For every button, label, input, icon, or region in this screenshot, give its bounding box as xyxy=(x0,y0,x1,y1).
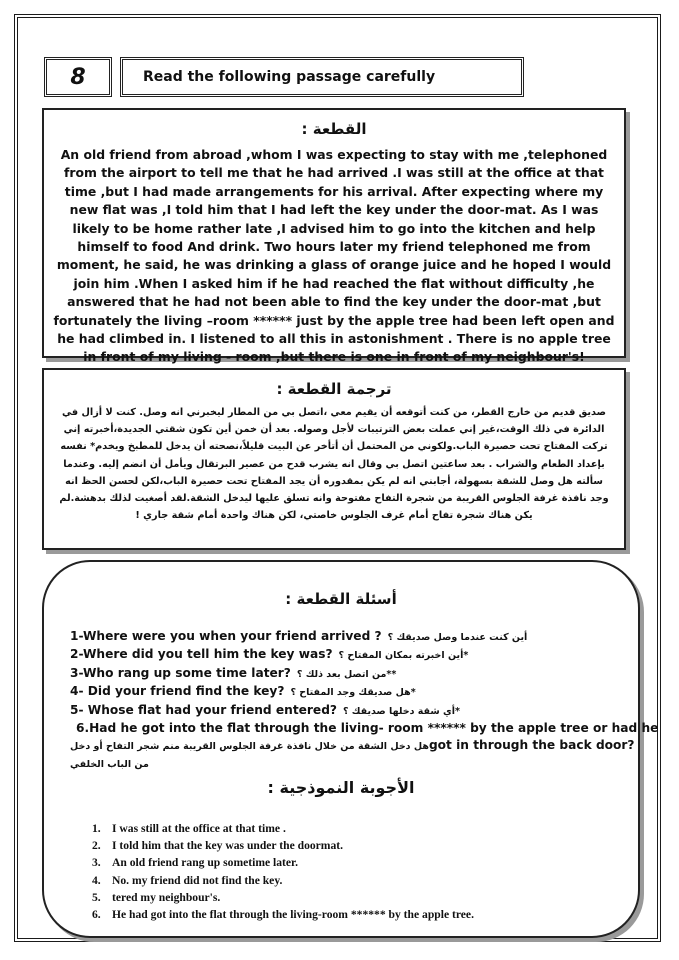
question-6-line2 xyxy=(70,737,635,755)
answer-number: 3. xyxy=(92,856,101,870)
answer-item xyxy=(92,820,474,837)
questions-list xyxy=(70,628,659,773)
answer-text: I told him that the key was under the doormat. xyxy=(112,839,344,853)
question-1-en: 1-Where were you when your friend arrived ? xyxy=(70,629,382,643)
answer-number: 4. xyxy=(92,873,101,887)
passage-heading: القطعة : xyxy=(301,120,367,138)
questions-heading: أسئلة القطعة : xyxy=(285,590,397,608)
question-4 xyxy=(70,683,630,701)
answer-item xyxy=(92,889,474,906)
question-1 xyxy=(70,628,630,646)
question-5-en: 5- Whose flat had your friend entered? xyxy=(70,702,337,717)
question-6-en2: got in through the back door? xyxy=(428,738,635,753)
answer-item xyxy=(92,854,474,871)
question-5-ar: *أي شقة دخلها صديقك ؟ xyxy=(342,705,460,717)
question-4-ar: *هل صديقك وجد المفتاح ؟ xyxy=(290,687,416,699)
lesson-number: 8 xyxy=(44,57,112,97)
answer-number: 2. xyxy=(92,839,101,853)
question-3-en: 3-Who rang up some time later? xyxy=(70,665,291,680)
translation-heading: ترجمة القطعة : xyxy=(276,380,392,398)
answer-text: tered my neighbour's. xyxy=(112,890,221,904)
answer-number: 5. xyxy=(92,890,101,904)
question-3-ar: **من اتصل بعد ذلك ؟ xyxy=(296,668,397,680)
answer-item xyxy=(92,872,474,889)
question-2-en: 2-Where did you tell him the key was? xyxy=(70,647,333,662)
question-5 xyxy=(70,702,630,720)
question-4-en: 4- Did your friend find the key? xyxy=(70,684,285,699)
translation-box xyxy=(42,368,626,550)
answer-item xyxy=(92,906,474,923)
passage-box xyxy=(42,108,626,365)
answer-number: 6. xyxy=(92,908,101,922)
page-title: Read the following passage carefully xyxy=(120,57,524,97)
answers-heading: الأجوبة النموذجية : xyxy=(267,778,415,797)
question-2 xyxy=(70,646,630,664)
answer-text: An old friend rang up sometime later. xyxy=(112,856,299,870)
translation-text: صديق قديم من خارج القطر، من كنت أتوقعه أن يقيم معي ،اتصل بي من المطار ليخبرني انه وصل. كنت لا أزال في الدائرة في ذلك الوقت،غير إني عملت بعض الترتيبات لأجل وصوله. بعد أن خمن أين تكون شقتي الجديدة،أخبرته إني تركت المفتاح تحت حصيرة الباب.ولكوني من المحتمل أن أتأخر عن البيت قليلاً،نصحته أن يدخل للمطبخ ويخدم* نفسه بإعداد الطعام والشراب . بعد ساعتين اتصل بي وقال انه يشرب قدح من عصير البرتقال ويأمل أن انضم إليه. وعندما سألته هل وصل للشقة بسهولة، أجابني انه لم يكن بمقدوره أن يجد المفتاح تحت حصيرة الباب،لكن لحسن الحظ انه وجد نافذة غرفة الجلوس القريبة من شجرة التفاح مفتوحة وانه تسلق عليها ليدخل الشقة.لقد أصغيت لذلك بدهشة.لم يكن هناك شجرة تفاح أمام غرف الجلوس خاصتي، لكن هناك واحدة أمام شقة جاري ! xyxy=(59,407,609,522)
questions-box xyxy=(42,560,659,938)
answer-text: I was still at the office at that time . xyxy=(112,822,286,835)
answers-list xyxy=(92,820,474,923)
question-2-ar: *أين اخبرته بمكان المفتاح ؟ xyxy=(338,650,469,662)
answer-number: 1. xyxy=(92,822,101,835)
answer-text: No. my friend did not find the key. xyxy=(112,873,283,887)
answer-text: He had got into the flat through the living-room ****** by the apple tree. xyxy=(112,908,474,922)
answer-item xyxy=(92,837,474,854)
question-1-ar: أين كنت عندما وصل صديقك ؟ xyxy=(387,632,528,643)
question-6-line1: 6.Had he got into the flat through the living- room ****** by the apple tree or had he xyxy=(76,721,659,736)
passage-text: An old friend from abroad ,whom I was expecting to stay with me ,telephoned from the airport to tell me that he had arrived .I was still at the office at that time ,but I had made arrangements for his arrival. After expecting where my new flat was ,I told him that I had left the key under the door-mat. As I was likely to be home rather late ,I advised him to go into the kitchen and help himself to food And drink. Two hours later my friend telephoned me from moment, he said, he was drinking a glass of orange juice and he hoped I would join him .When I asked him if he had reached the flat without difficulty ,he answered that he had not been able to find the key under the door-mat ,but fortunately the living –room ****** just by the apple tree had been left open and he had climbed in. I listened to all this in astonishment . There is no apple tree in front of my living - room ,but there is one in front of my neighbour's! xyxy=(53,147,615,365)
question-6-ar1: هل دخل الشقة من خلال نافذة غرفة الجلوس القريبة منم شجر التفاح أو دخل xyxy=(70,741,429,753)
question-6-ar2-text: من الباب الخلفي xyxy=(70,758,149,770)
question-6-ar2 xyxy=(70,756,630,773)
question-3 xyxy=(70,665,630,683)
